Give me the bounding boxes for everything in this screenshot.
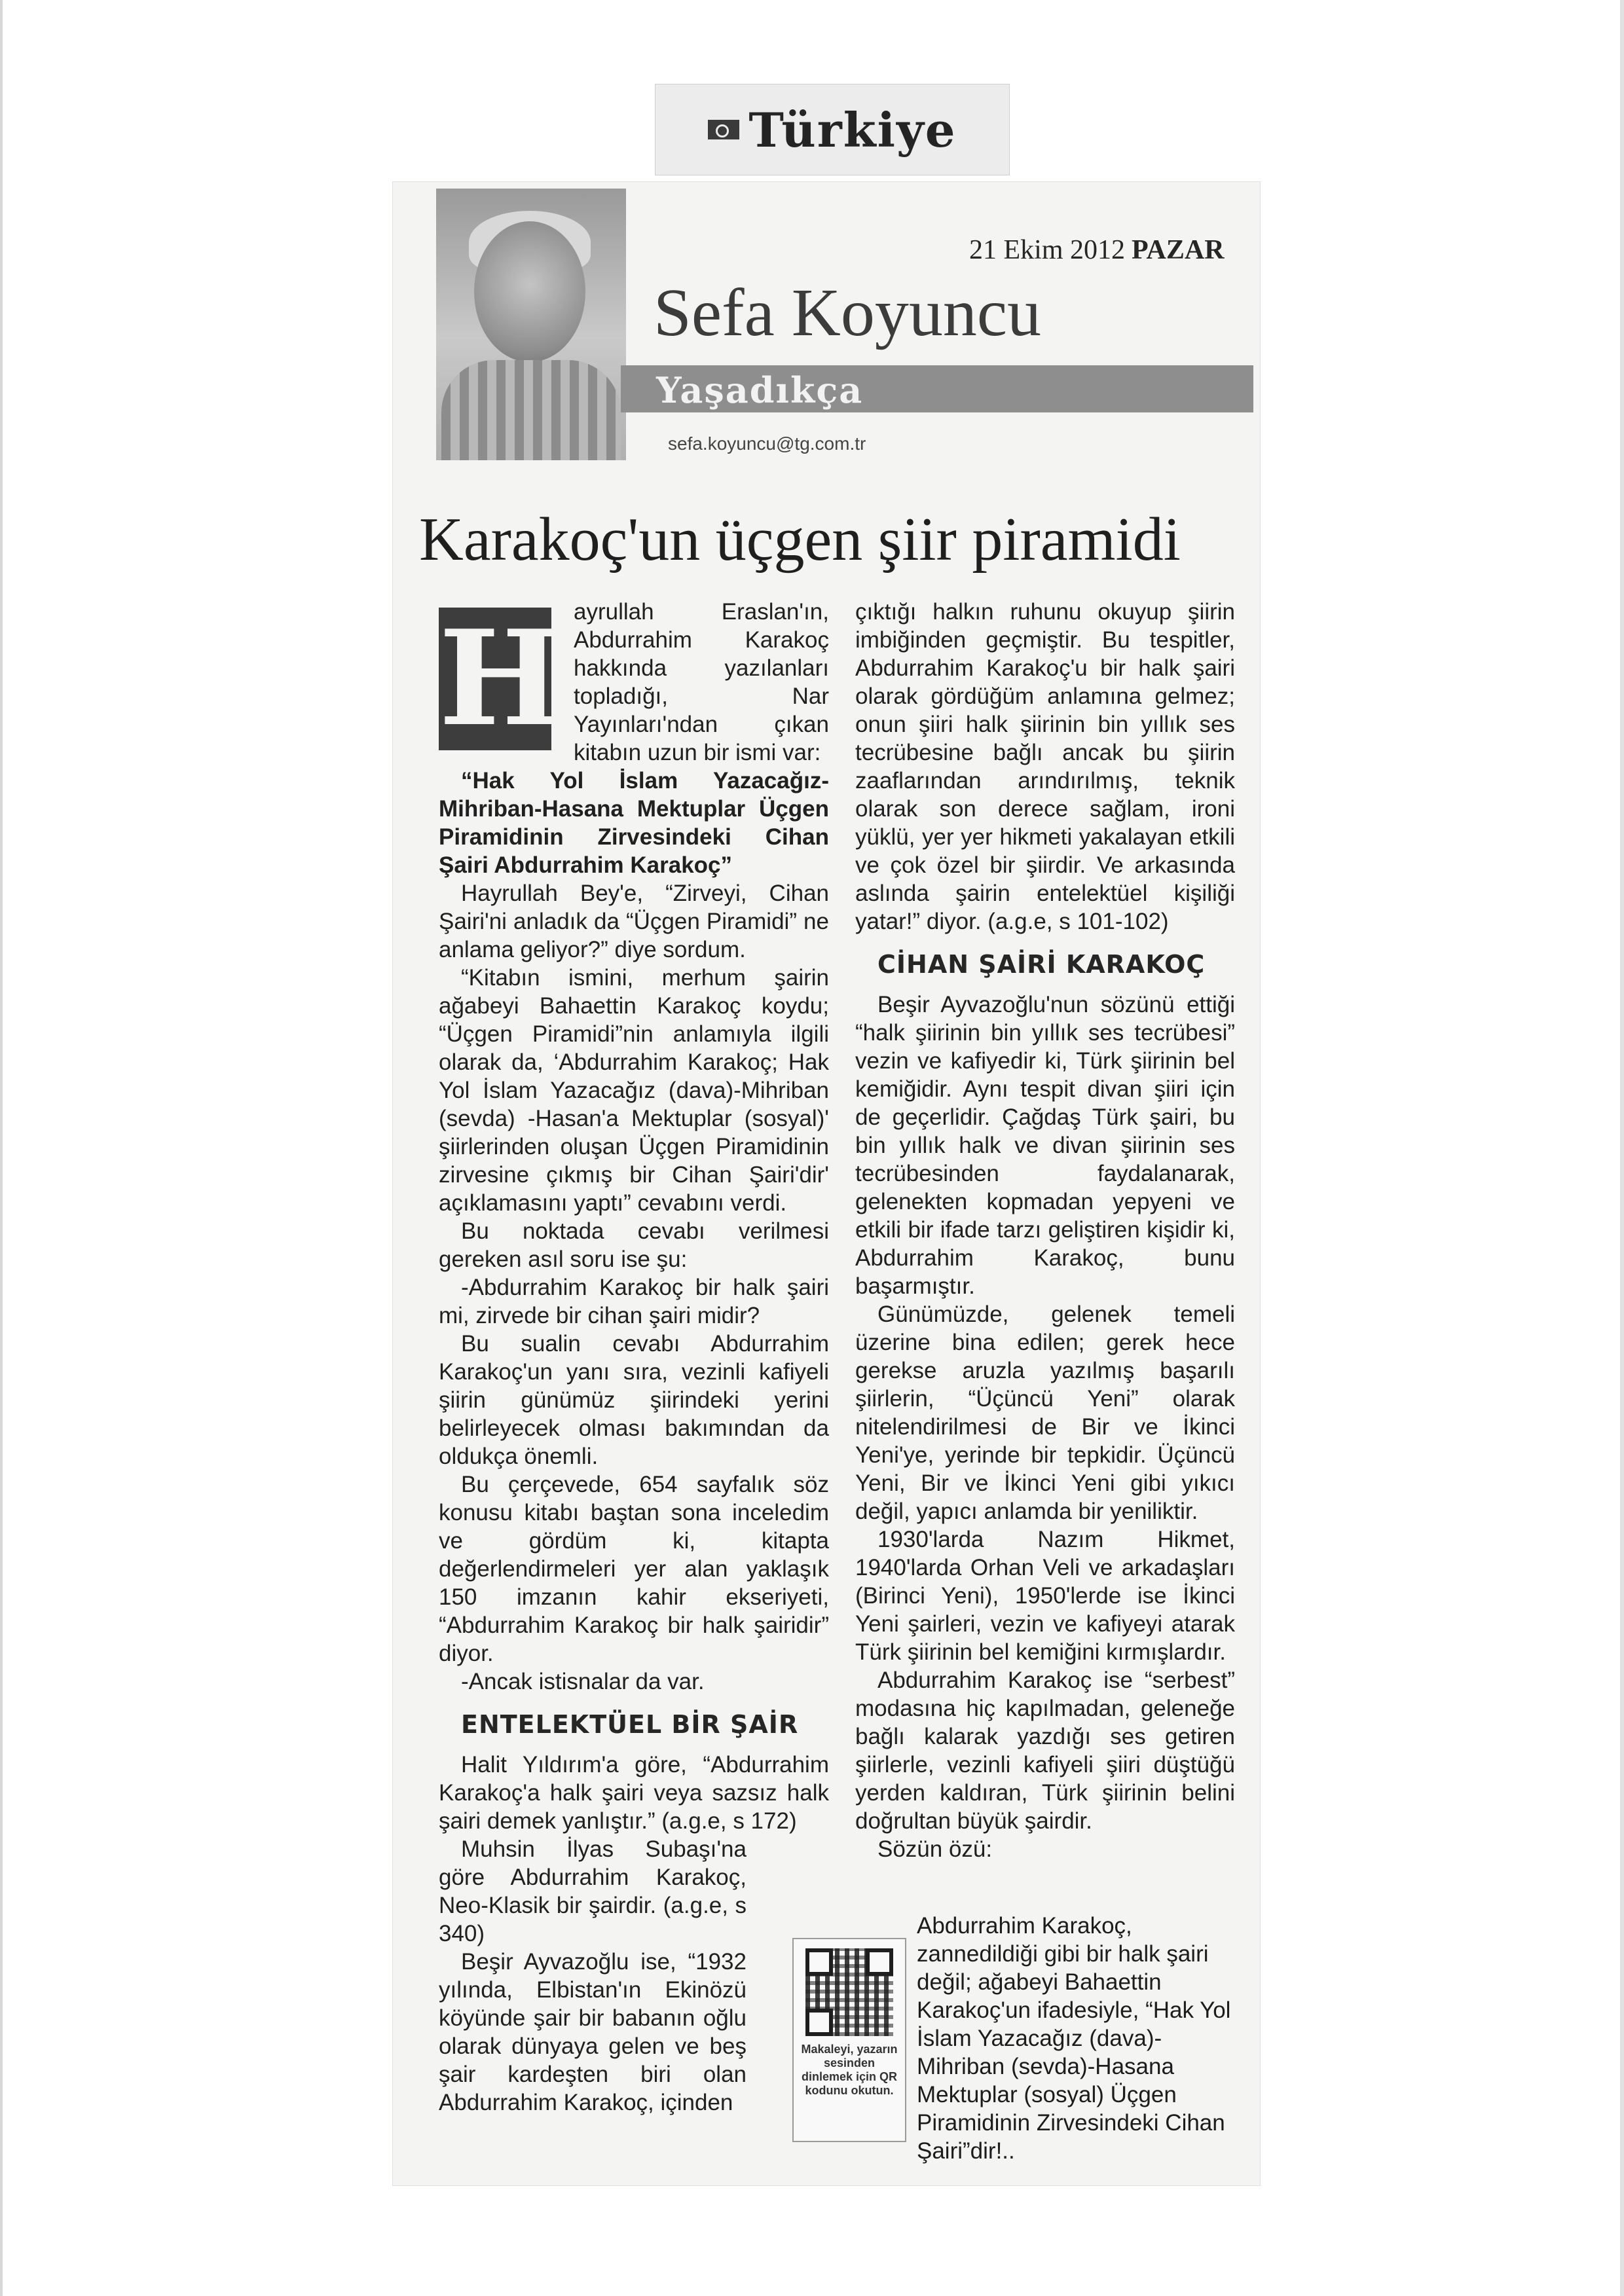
book-title-quote: “Hak Yol İslam Yazacağız-Mihriban-Hasana Mektuplar Üçgen Piramidinin Zirvesindeki Cihan Şairi Abdurrahim Karakoç”	[439, 768, 829, 878]
paragraph: -Abdurrahim Karakoç bir halk şairi mi, zirvede bir cihan şairi midir?	[439, 1275, 829, 1328]
author-name: Sefa Koyuncu	[654, 275, 1042, 350]
column-name: Yaşadıkça	[656, 369, 864, 411]
paragraph: Muhsin İlyas Subaşı'na göre Abdurrahim Karakoç, Neo-Klasik bir şairdir. (a.g.e, s 340)	[439, 1836, 747, 1946]
flag-icon	[708, 120, 739, 139]
author-email: sefa.koyuncu@tg.com.tr	[668, 433, 866, 454]
qr-code-icon[interactable]	[805, 1948, 893, 2036]
author-photo-shirt	[441, 360, 621, 460]
paragraph: Abdurrahim Karakoç, zannedildiği gibi bir halk şairi değil; ağabeyi Bahaettin Karakoç'un ifadesiyle, “Hak Yol İslam Yazacağız (dava)-Mihriban (sevda)-Hasana Mektuplar (sosyal) Üçgen Piramidinin Zirvesindeki Cihan Şairi”dir!..	[917, 1913, 1231, 2164]
date-text: 21 Ekim 2012	[969, 235, 1125, 265]
paragraph: Abdurrahim Karakoç ise “serbest” modasına hiç kapılmadan, geleneğe bağlı kalarak yazdığı ses getiren şiirlerle, vezinli kafiyeli şiiri düştüğü yerden kaldıran, Türk şiirinin belini doğrultan büyük şairdir.	[855, 1667, 1235, 1834]
article-column-1	[439, 598, 829, 2117]
paragraph: Sözün özü:	[877, 1836, 993, 1862]
paragraph: Günümüzde, gelenek temeli üzerine bina edilen; gerek hece gerekse aruzla yazılmış başarılı şiirlerin, “Üçüncü Yeni” olarak nitelendirilmesi de Bir ve İkinci Yeni'ye, yerinde bir tepkidir. Üçüncü Yeni, Bir ve İkinci Yeni gibi yıkıcı değil, yapıcı anlamda bir yeniliktir.	[855, 1302, 1235, 1524]
author-photo-face	[474, 221, 585, 362]
weekday-text: PAZAR	[1132, 235, 1225, 265]
subheading: CİHAN ŞAİRİ KARAKOÇ	[877, 950, 1206, 979]
paragraph: Beşir Ayvazoğlu'nun sözünü ettiği “halk şiirinin bin yıllık ses tecrübesi” vezin ve kafiyedir ki, Türk şiirinin bel kemiğidir. Aynı tespit divan şiiri için de geçerlidir. Çağdaş Türk şairi, bu bin yıllık halk ve divan şiirinin ses tecrübesinden faydalanarak, gelenekten kopmadan yepyeni ve etkili bir ifade tarzı geliştiren kişidir ki, Abdurrahim Karakoç, bunu başarmıştır.	[855, 992, 1235, 1299]
newspaper-masthead	[655, 84, 1010, 175]
publication-date	[969, 234, 1225, 266]
paragraph: “Kitabın ismini, merhum şairin ağabeyi Bahaettin Karakoç koydu; “Üçgen Piramidi”nin anlamıyla ilgili olarak da, ‘Abdurrahim Karakoç; Hak Yol İslam Yazacağız (dava)-Mihriban (sevda) -Hasan'a Mektuplar (sosyal)' şiirlerinden oluşan Üçgen Piramidinin zirvesine çıkmış bir Cihan Şairi'dir' açıklamasını yaptı” cevabını verdi.	[439, 965, 829, 1216]
paragraph: Bu sualin cevabı Abdurrahim Karakoç'un yanı sıra, vezinli kafiyeli şiirin günümüz şiirindeki yerini belirleyecek olması bakımından da oldukça önemli.	[439, 1331, 829, 1469]
paragraph: ayrullah Eraslan'ın, Abdurrahim Karakoç hakkında yazılanları topladığı, Nar Yayınları'ndan çıkan kitabın uzun bir ismi var:	[574, 599, 829, 765]
qr-finder-bottom-left	[805, 2009, 833, 2036]
paragraph: çıktığı halkın ruhunu okuyup şiirin imbiğinden geçmiştir. Bu tespitler, Abdurrahim Karakoç'u bir halk şairi olarak gördüğüm anlamına gelmez; onun şiiri halk şiirinin bin yıllık ses tecrübesine bağlı ancak bu şiirin zaaflarından arındırılmış, teknik olarak son derece sağlam, ironi yüklü, yer yer hikmeti yakalayan etkili ve çok özel bir şiirdir. Ve arkasında aslında şairin entelektüel kişiliği yatar!” diyor. (a.g.e, s 101-102)	[855, 599, 1235, 934]
scan-edge-right	[1620, 0, 1624, 2296]
paragraph: Bu noktada cevabı verilmesi gereken asıl soru ise şu:	[439, 1218, 829, 1272]
subheading: ENTELEKTÜEL BİR ŞAİR	[461, 1710, 799, 1739]
scan-edge-left	[0, 0, 3, 2296]
drop-cap: H	[439, 602, 563, 756]
paragraph: Hayrullah Bey'e, “Zirveyi, Cihan Şairi'ni anladık da “Üçgen Piramidi” ne anlama geliyor?” diye sordum.	[439, 881, 829, 962]
paragraph: -Ancak istisnalar da var.	[461, 1669, 705, 1694]
author-photo	[436, 189, 626, 460]
paragraph: Beşir Ayvazoğlu ise, “1932 yılında, Elbistan'ın Ekinözü köyünde şair bir babanın oğlu olarak dünyaya gelen ve beş şair kardeşten biri olan Abdurrahim Karakoç, içinden	[439, 1949, 747, 2115]
qr-caption: Makaleyi, yazarın sesinden dinlemek için QR kodunu okutun.	[801, 2043, 898, 2097]
closing-paragraph	[917, 1912, 1238, 2165]
article-column-2	[855, 598, 1235, 1863]
masthead-title: Türkiye	[748, 101, 957, 158]
paragraph: 1930'larda Nazım Hikmet, 1940'larda Orhan Veli ve arkadaşları (Birinci Yeni), 1950'lerde ise İkinci Yeni şairleri, vezin ve kafiyeyi atarak Türk şiirinin bel kemiğini kırmışlardır.	[855, 1527, 1235, 1665]
qr-finder-top-right	[866, 1948, 893, 1976]
paragraph: Halit Yıldırım'a göre, “Abdurrahim Karakoç'a halk şairi veya sazsız halk şairi demek yanlıştır.” (a.g.e, s 172)	[439, 1752, 829, 1834]
paragraph: Bu çerçevede, 654 sayfalık söz konusu kitabı baştan sona inceledim ve gördüm ki, kitapta değerlendirmeleri yer alan yaklaşık 150 imzanın kahir ekseriyeti, “Abdurrahim Karakoç bir halk şairidir” diyor.	[439, 1472, 829, 1666]
qr-finder-top-left	[805, 1948, 833, 1976]
article-headline: Karakoç'un üçgen şiir piramidi	[419, 505, 1181, 574]
article-clipping	[393, 182, 1260, 2185]
qr-code-box[interactable]	[792, 1938, 906, 2142]
